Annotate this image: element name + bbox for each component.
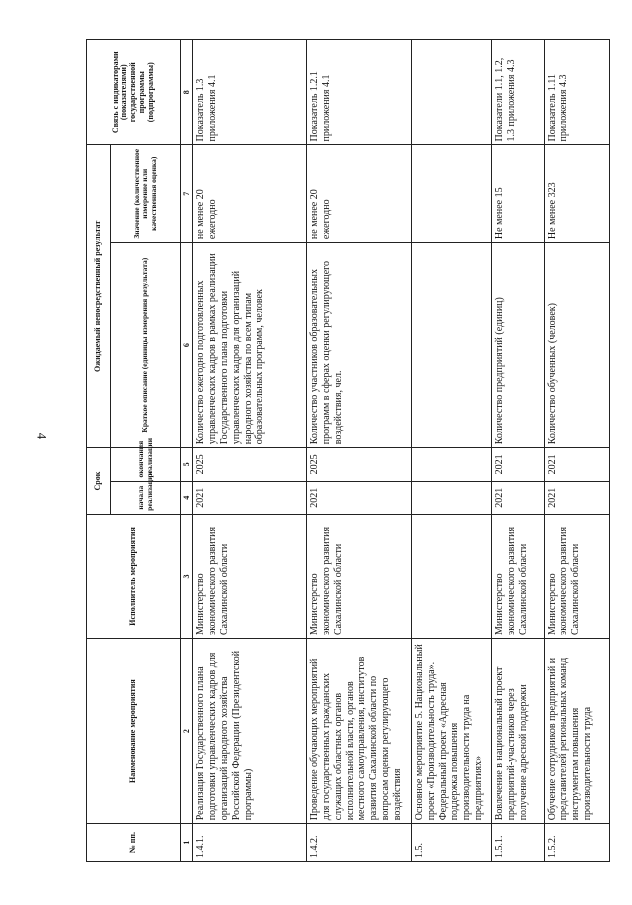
column-number: 8: [181, 40, 193, 145]
row-num: 1.5.2.: [544, 824, 609, 862]
column-number: 3: [181, 514, 193, 638]
row-value: не менее 20 ежегодно: [193, 145, 307, 243]
row-desc: Количество участников образовательных программ в сферах оценки регулирующего воздействия, чел.: [307, 243, 412, 448]
table-row: [307, 40, 412, 862]
row-num: 1.4.1.: [193, 824, 307, 862]
row-end: 2025: [193, 448, 307, 481]
column-number: 4: [181, 481, 193, 514]
row-link: Показатель 1.11 приложения 4.3: [544, 40, 609, 145]
row-link: Показатель 1.2.1 приложения 4.1: [307, 40, 412, 145]
row-executor: Министерство экономического развития Сахалинской области: [491, 514, 544, 638]
measures-table: [86, 39, 610, 862]
row-start: 2021: [491, 481, 544, 514]
row-start: 2021: [307, 481, 412, 514]
table-row: [544, 40, 609, 862]
header-link: Связь с индикаторами (показателями) государственной программы (подпрограммы): [87, 40, 181, 145]
header-result-desc: Краткое описание (единицы измерения результата): [111, 243, 181, 448]
row-link: [412, 40, 492, 145]
row-desc: Количество ежегодно подготовленных управленческих кадров в рамках реализации Государственного плана подготовки управленческих кадров для организаций народного хозяйства по всем типам образовательных программ, человек: [193, 243, 307, 448]
row-value: Не менее 15: [491, 145, 544, 243]
row-executor: [412, 514, 492, 638]
row-desc: [412, 243, 492, 448]
header-result-value: Значение (количественное измерение или качественная оценка): [111, 145, 181, 243]
row-end: 2021: [491, 448, 544, 481]
row-name: Проведение обучающих мероприятий для государственных гражданских служащих областных органов исполнительной власти, органов местного самоуправления, институтов развития Сахалинской области по вопросам оценки регулирующего воздействия: [307, 639, 412, 824]
row-executor: Министерство экономического развития Сахалинской области: [193, 514, 307, 638]
row-executor: Министерство экономического развития Сахалинской области: [307, 514, 412, 638]
row-value: Не менее 323: [544, 145, 609, 243]
row-name: Вовлечение в национальный проект предприятий-участников через получение адресной поддержки: [491, 639, 544, 824]
table-row: [193, 40, 307, 862]
row-num: 1.5.1.: [491, 824, 544, 862]
row-value: [412, 145, 492, 243]
row-start: 2021: [193, 481, 307, 514]
header-term-start: начала реализации: [111, 481, 181, 514]
header-term-end: окончания реализации: [111, 448, 181, 481]
column-number: 1: [181, 824, 193, 862]
header-result: Ожидаемый непосредственный результат: [87, 145, 111, 448]
row-end: 2021: [544, 448, 609, 481]
row-name: Обучение сотрудников предприятий и представителей региональных команд инструментам повышения производительности труда: [544, 639, 609, 824]
table-row: [491, 40, 544, 862]
column-number: 5: [181, 448, 193, 481]
rotated-table-container: [86, 39, 610, 862]
row-name: Реализация Государственного плана подготовки управленческих кадров для организаций народного хозяйства Российской Федерации (Президентской программы): [193, 639, 307, 824]
row-link: Показатели 1.1, 1.2, 1.3 приложения 4.3: [491, 40, 544, 145]
row-desc: Количество обученных (человек): [544, 243, 609, 448]
table-row: [412, 40, 492, 862]
row-num: 1.5.: [412, 824, 492, 862]
row-value: не менее 20 ежегодно: [307, 145, 412, 243]
row-num: 1.4.2.: [307, 824, 412, 862]
column-number-row: [181, 40, 193, 862]
header-num: № пп.: [87, 824, 181, 862]
row-name: Основное мероприятие 5. Национальный проект «Производительность труда». Федеральный проект «Адресная поддержка повышения производительности труда на предприятиях»: [412, 639, 492, 824]
row-start: 2021: [544, 481, 609, 514]
row-end: 2025: [307, 448, 412, 481]
row-start: [412, 481, 492, 514]
page-number: 4: [34, 432, 50, 440]
header-row: [87, 40, 111, 862]
row-end: [412, 448, 492, 481]
row-desc: Количество предприятий (единиц): [491, 243, 544, 448]
column-number: 6: [181, 243, 193, 448]
row-link: Показатель 1.3 приложения 4.1: [193, 40, 307, 145]
header-executor: Исполнитель мероприятия: [87, 514, 181, 638]
column-number: 2: [181, 639, 193, 824]
header-name: Наименование мероприятия: [87, 639, 181, 824]
row-executor: Министерство экономического развития Сахалинской области: [544, 514, 609, 638]
header-term: Срок: [87, 448, 111, 515]
column-number: 7: [181, 145, 193, 243]
